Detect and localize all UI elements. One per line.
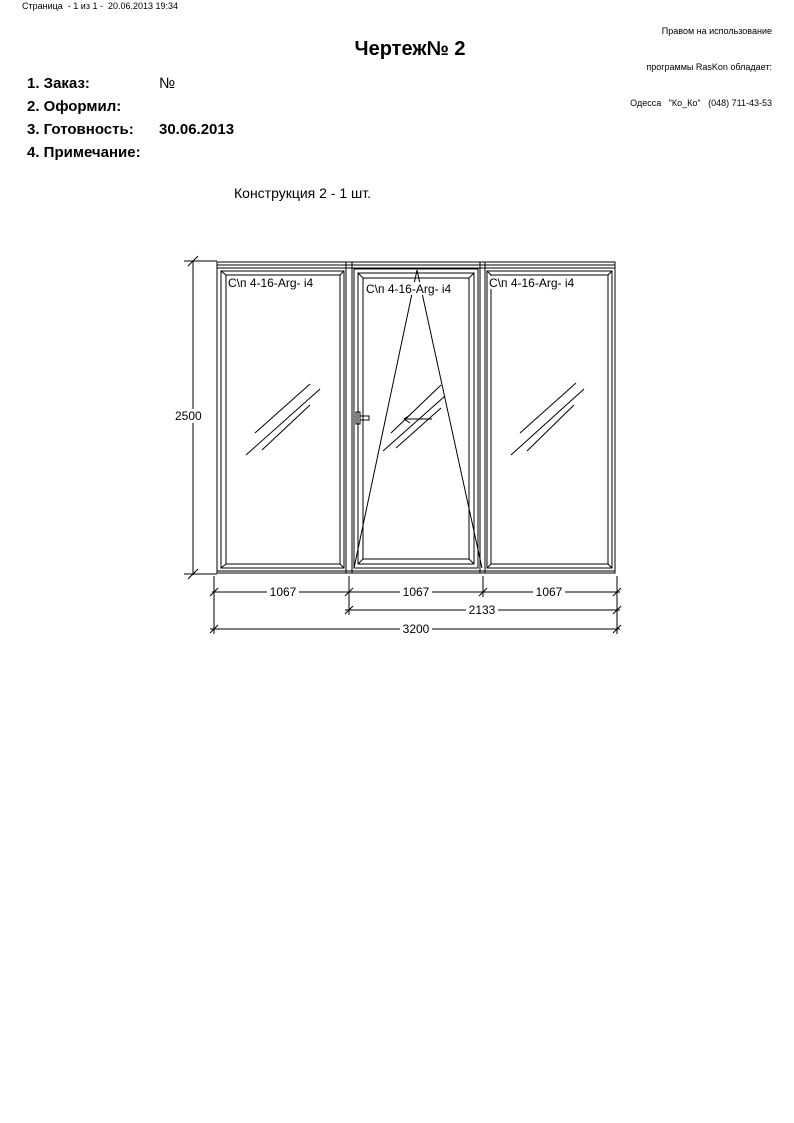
corner-line bbox=[221, 271, 226, 275]
corner-line bbox=[340, 564, 344, 568]
total-dimension: 3200 bbox=[402, 622, 430, 636]
corner-line bbox=[608, 271, 612, 275]
outer-frame bbox=[217, 262, 615, 573]
glass-hatch bbox=[396, 408, 441, 448]
glass-hatch bbox=[246, 389, 320, 455]
mullion-right bbox=[480, 262, 485, 573]
glass-label-middle: С\п 4-16-Arg- i4 bbox=[366, 282, 452, 296]
field-value: 30.06.2013 bbox=[159, 121, 235, 138]
glass-label-left: С\п 4-16-Arg- i4 bbox=[228, 276, 314, 290]
height-dimension: 2500 bbox=[175, 409, 202, 423]
combined-dimension: 2133 bbox=[468, 603, 496, 617]
rights-line-1: Правом на использование bbox=[661, 26, 772, 36]
page-info: Страница - 1 из 1 - 20.06.2013 19:34 bbox=[22, 1, 179, 11]
page-title: Чертеж№ 2 bbox=[354, 38, 466, 60]
corner-line bbox=[221, 564, 226, 568]
right-pane-frame bbox=[487, 271, 612, 568]
field-value: № bbox=[159, 75, 176, 92]
corner-line bbox=[487, 271, 491, 275]
corner-line bbox=[608, 564, 612, 568]
field-label: 4. Примечание: bbox=[27, 144, 141, 161]
rights-line-2: программы RasKon обладает: bbox=[646, 62, 772, 72]
width-dimension-3: 1067 bbox=[535, 585, 563, 599]
corner-line bbox=[487, 564, 491, 568]
glass-hatch bbox=[527, 405, 574, 451]
handle-lever bbox=[360, 416, 369, 420]
corner-line bbox=[358, 559, 363, 564]
width-dimension-1: 1067 bbox=[269, 585, 297, 599]
corner-line bbox=[358, 273, 363, 278]
glass-hatch bbox=[255, 384, 310, 433]
glass-hatch bbox=[262, 405, 310, 450]
field-label: 3. Готовность: bbox=[27, 121, 134, 138]
corner-line bbox=[469, 559, 474, 564]
construction-caption: Конструкция 2 - 1 шт. bbox=[234, 185, 372, 201]
corner-line bbox=[340, 271, 344, 275]
right-pane-glass bbox=[491, 275, 608, 564]
field-label: 2. Оформил: bbox=[27, 98, 122, 115]
mullion-left bbox=[346, 262, 352, 573]
field-label: 1. Заказ: bbox=[27, 75, 90, 92]
glass-hatch bbox=[520, 383, 576, 433]
left-pane-glass bbox=[226, 275, 340, 564]
corner-line bbox=[469, 273, 474, 278]
glass-hatch bbox=[511, 389, 584, 455]
glass-label-right: С\п 4-16-Arg- i4 bbox=[489, 276, 575, 290]
left-pane-frame bbox=[221, 271, 344, 568]
glass-hatch bbox=[391, 385, 441, 433]
rights-line-3: Одесса "Ко_Ко" (048) 711-43-53 bbox=[630, 98, 772, 108]
glass-hatch bbox=[383, 396, 445, 451]
width-dimension-2: 1067 bbox=[402, 585, 430, 599]
